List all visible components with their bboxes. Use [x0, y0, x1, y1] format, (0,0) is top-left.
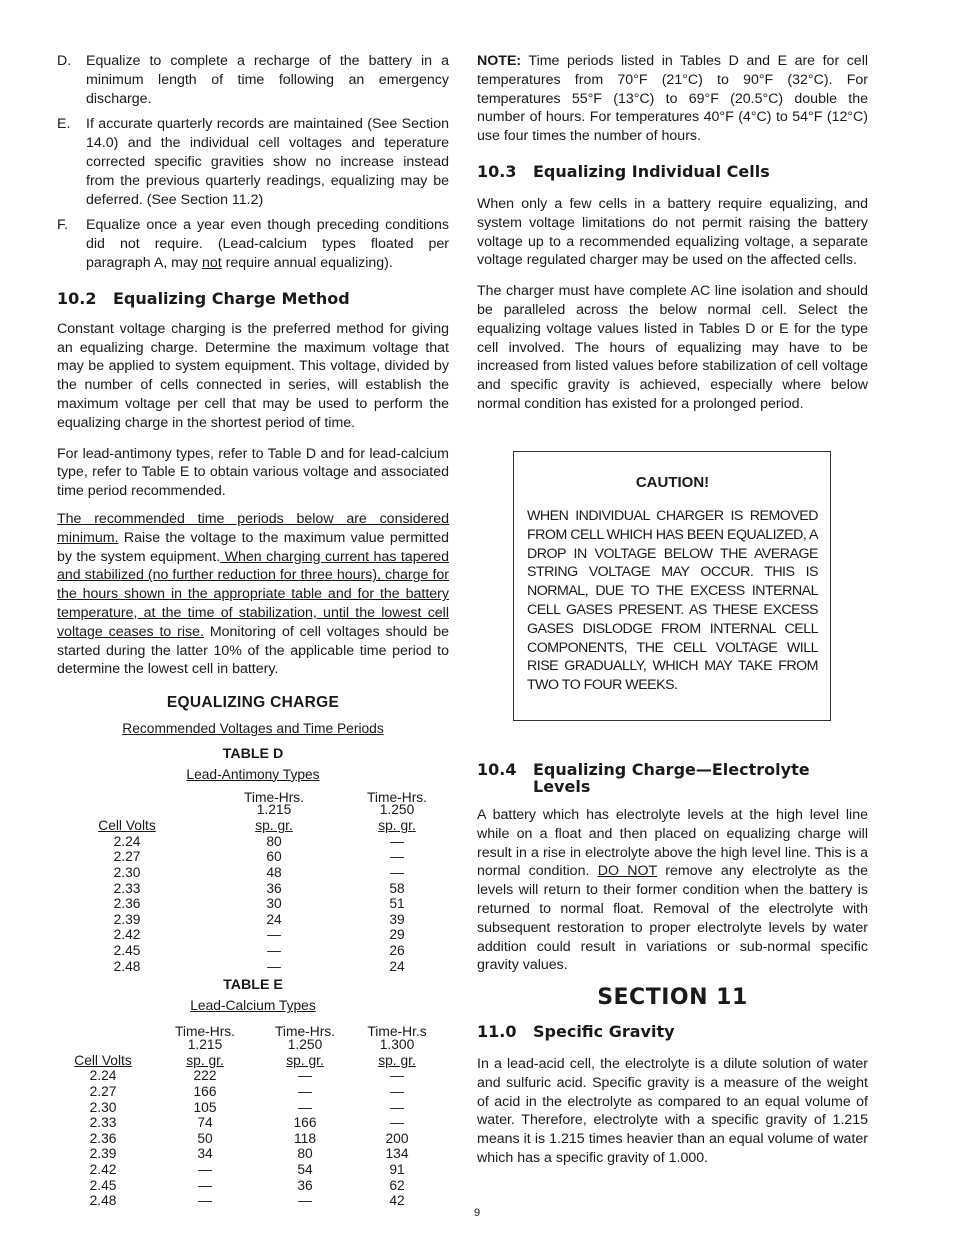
table-row	[57, 912, 449, 928]
paragraph-time-periods	[57, 510, 449, 679]
table-cell: 36	[266, 880, 282, 896]
table-cell: 42	[389, 1193, 405, 1209]
table-cell: 36	[297, 1177, 313, 1193]
col-header: Time-Hrs.	[243, 789, 305, 805]
col-header: Time-Hrs.	[274, 1024, 336, 1040]
table-cell: 74	[197, 1115, 213, 1131]
table-row	[57, 1178, 449, 1194]
caution-box	[513, 451, 831, 721]
table-d-subtitle: Lead-Antimony Types	[186, 766, 320, 782]
table-e-header-row-3	[57, 1053, 449, 1069]
table-cell: —	[390, 865, 404, 881]
table-cell: 2.45	[113, 943, 141, 959]
heading-number: 10.2	[57, 288, 97, 308]
table-row	[57, 1084, 449, 1100]
caution-body: WHEN INDIVIDUAL CHARGER IS REMOVED FROM CELL WHICH HAS BEEN EQUALIZED, A DROP IN VOLTAGE BELOW THE AVERAGE STRING VOLTAGE MAY OCCUR. THIS IS NORMAL, DUE TO THE EXCESS INTERNAL CELL GASES PRESENT. AS THESE EXCESS GASES DISLODGE FROM INTERNAL CELL COMPONENTS, THE CELL VOLTAGE WILL RISE GRADUALLY, WHICH MAY TAKE FROM TWO TO FOUR WEEKS.	[527, 508, 818, 694]
paragraph-lead-types: For lead-antimony types, refer to Table D and for lead-calcium type, refer to Table E to obtain various voltage and associated time period recommended.	[57, 445, 449, 500]
table-cell: 2.39	[113, 911, 141, 927]
table-cell: 26	[389, 943, 405, 959]
heading-title: Equalizing Individual Cells	[533, 161, 770, 181]
table-d	[57, 747, 449, 975]
table-cell: 2.30	[113, 865, 141, 881]
table-cell: 118	[294, 1130, 316, 1146]
table-cell: 166	[193, 1084, 217, 1100]
table-cell: 39	[389, 911, 405, 927]
heading-number: 10.4	[477, 760, 517, 779]
heading-10-4	[477, 761, 868, 795]
note-paragraph	[477, 52, 868, 146]
col-header: 1.300	[379, 1036, 415, 1052]
table-cell: —	[390, 1068, 404, 1084]
table-e-header-row-2	[57, 1037, 449, 1050]
col-header: sp. gr.	[378, 1052, 416, 1068]
paragraph-specific-gravity: In a lead-acid cell, the electrolyte is a dilute solution of water and sulfuric acid. Specific gravity is a measure of the weight of acid in the electrolyte as compared to an equal volume of water. Therefore, electrolyte with a specific gravity of 1.215 means it is 1.215 times heavier than an equal volume of water which has a specific gravity of 1.000.	[477, 1055, 868, 1166]
table-row	[57, 1146, 449, 1162]
right-column-lower	[477, 761, 868, 1177]
paragraph-individual-cells: When only a few cells in a battery require equalizing, and system voltage limitations do not permit raising the battery voltage up to a recommended equalizing voltage, a separate voltage regulated charger may be used on the affected cells.	[477, 195, 868, 269]
table-cell: 2.36	[89, 1130, 117, 1146]
table-cell: 24	[389, 958, 405, 974]
heading-title: Equalizing Charge Method	[113, 288, 350, 308]
table-cell: 2.36	[113, 896, 141, 912]
table-cell: 200	[385, 1130, 409, 1146]
table-row	[57, 865, 449, 881]
col-header: Time-Hr.s	[367, 1024, 427, 1040]
col-header: sp. gr.	[378, 818, 416, 834]
table-row	[57, 959, 449, 975]
table-cell: 30	[266, 896, 282, 912]
heading-10-2	[57, 289, 449, 308]
table-e-subtitle: Lead-Calcium Types	[190, 998, 316, 1014]
table-row	[57, 849, 449, 865]
col-header: 1.215	[256, 802, 292, 818]
right-column	[477, 52, 868, 423]
equalizing-charge-title: EQUALIZING CHARGE	[166, 694, 340, 712]
page-number: 9	[473, 1207, 481, 1219]
table-cell: 29	[389, 927, 405, 943]
col-header: Time-Hrs.	[366, 789, 428, 805]
table-cell: —	[298, 1084, 312, 1100]
table-row	[57, 1100, 449, 1116]
paragraph-electrolyte-levels	[477, 806, 868, 975]
col-header: sp. gr.	[286, 1052, 324, 1068]
table-cell: 54	[297, 1161, 313, 1177]
table-cell: 2.45	[89, 1177, 117, 1193]
left-column	[57, 52, 449, 1209]
table-cell: 80	[297, 1146, 313, 1162]
table-row	[57, 1131, 449, 1147]
table-e	[57, 978, 449, 1209]
table-cell: 60	[266, 849, 282, 865]
list-label: F.	[57, 217, 69, 234]
table-row	[57, 1068, 449, 1084]
table-cell: 62	[389, 1177, 405, 1193]
list-text: If accurate quarterly records are maintained (See Section 14.0) and the individual cell voltages and teperature corrected specific gravities show no increase instead from the previous quarterly readings, equalizing may be deferred. (See Section 11.2)	[86, 116, 449, 208]
table-row	[57, 881, 449, 897]
list-item-f	[57, 216, 449, 272]
list-label: E.	[57, 116, 71, 133]
paragraph-constant-voltage: Constant voltage charging is the preferred method for giving an equalizing charge. Determine the maximum voltage that may be applied to system equipment. This voltage, divided by the number of cells connected in series, will establish the maximum voltage per cell that may be used to perform the equalizing charge in the shortest period of time.	[57, 320, 449, 431]
table-cell: —	[198, 1193, 212, 1209]
col-header: 1.250	[287, 1036, 323, 1052]
table-row	[57, 896, 449, 912]
heading-title: Equalizing Charge—Electrolyte Levels	[533, 760, 810, 796]
table-cell: 50	[197, 1130, 213, 1146]
col-header-cell-volts: Cell Volts	[74, 1052, 132, 1068]
note-label: NOTE:	[477, 53, 522, 69]
table-d-title: TABLE D	[222, 745, 284, 762]
col-header: 1.250	[379, 802, 415, 818]
table-cell: 80	[266, 833, 282, 849]
table-cell: 51	[389, 896, 405, 912]
table-cell: —	[298, 1193, 312, 1209]
table-cell: —	[298, 1099, 312, 1115]
table-cell: 166	[293, 1115, 317, 1131]
table-cell: 2.42	[89, 1161, 117, 1177]
table-cell: 2.24	[89, 1068, 117, 1084]
table-d-header-row-3	[57, 818, 449, 834]
table-cell: 222	[193, 1068, 217, 1084]
underlined-text: When charging current has tapered and stabilized (no further reduction for three hours), charge for the hours shown in the appropriate table and for the battery temperature, at the time of stabilization, until the lowest cell voltage ceases to rise.	[57, 548, 449, 640]
list-text-part: require annual equalizing).	[221, 254, 393, 271]
list-text-part: Equalize once a year even though preceding conditions did not require. (Lead-calcium types floated per paragraph A, may	[86, 217, 449, 271]
table-cell: —	[267, 943, 281, 959]
table-cell: 2.33	[89, 1115, 117, 1131]
list-item-e	[57, 115, 449, 209]
table-e-body	[57, 1068, 449, 1208]
table-cell: —	[390, 833, 404, 849]
table-cell: —	[298, 1068, 312, 1084]
note-text: Time periods listed in Tables D and E are for cell temperatures from 70°F (21°C) to 90°F (32°C). For temperatures 55°F (13°C) to 69°F (20.5°C) double the number of hours. For temperatures 40°F (4°C) to 54°F (12°C) use four times the number of hours.	[477, 53, 868, 145]
table-cell: 2.48	[89, 1193, 117, 1209]
table-cell: 34	[197, 1146, 213, 1162]
text-part: remove any electrolyte as the levels will return to their former condition when the battery is returned to normal float. Removal of the electrolyte with subsequent restoration to proper electrolyte levels by water addition could result in variations or sub-normal specific gravity values.	[477, 863, 869, 974]
table-row	[57, 943, 449, 959]
table-cell: —	[390, 1084, 404, 1100]
table-cell: 2.24	[113, 833, 141, 849]
table-row	[57, 927, 449, 943]
list-text: Equalize to complete a recharge of the battery in a minimum length of time following an emergency discharge.	[86, 53, 449, 107]
caution-title: CAUTION!	[635, 474, 710, 491]
table-row	[57, 1115, 449, 1131]
table-d-header-row-2	[57, 802, 449, 818]
underlined-text: The recommended time periods below are considered minimum.	[57, 510, 449, 546]
table-cell: —	[267, 958, 281, 974]
col-header: Time-Hrs.	[174, 1024, 236, 1040]
table-cell: 48	[266, 865, 282, 881]
heading-10-3	[477, 162, 868, 181]
table-cell: 2.27	[89, 1084, 117, 1100]
list-item-d	[57, 52, 449, 108]
table-cell: 2.33	[113, 880, 141, 896]
table-d-body	[57, 834, 449, 974]
table-row	[57, 834, 449, 850]
heading-number: 10.3	[477, 161, 517, 181]
table-e-title: TABLE E	[223, 977, 283, 994]
col-header: sp. gr.	[186, 1052, 224, 1068]
col-header-cell-volts: Cell Volts	[98, 818, 156, 834]
list-label: D.	[57, 53, 72, 69]
table-cell: —	[390, 1115, 404, 1131]
table-cell: 2.27	[113, 849, 141, 865]
table-cell: —	[390, 849, 404, 865]
col-header: sp. gr.	[255, 818, 293, 834]
table-cell: 2.30	[89, 1099, 117, 1115]
heading-title: Specific Gravity	[533, 1021, 675, 1041]
table-cell: 105	[193, 1099, 217, 1115]
table-cell: 58	[389, 880, 405, 896]
table-cell: —	[198, 1161, 212, 1177]
table-cell: 2.48	[113, 958, 141, 974]
table-cell: 24	[266, 911, 282, 927]
table-cell: 2.39	[89, 1146, 117, 1162]
list-text	[86, 216, 449, 272]
table-cell: —	[390, 1099, 404, 1115]
table-cell: 2.42	[113, 927, 141, 943]
text-part: Monitoring of cell voltages should be started during the latter 10% of the applicable time period to determine the lowest cell in battery.	[57, 623, 449, 678]
table-cell: —	[267, 927, 281, 943]
list-text-not: not	[201, 254, 222, 271]
col-header: 1.215	[187, 1036, 223, 1052]
table-cell: —	[198, 1177, 212, 1193]
heading-11-0	[477, 1022, 868, 1041]
table-cell: 134	[385, 1146, 409, 1162]
text-part: Raise the voltage to the maximum value permitted by the system equipment.	[57, 529, 449, 565]
paragraph-charger: The charger must have complete AC line isolation and should be paralleled across the below normal cell. Select the equalizing voltage values listed in Tables D or E for the type cell involved. The hours of equalizing may have to be increased from listed values before stabilization of cell voltage and specific gravity is achieved, especially where below normal condition has existed for a prolonged period.	[477, 283, 868, 412]
equalizing-charge-subtitle: Recommended Voltages and Time Periods	[122, 720, 384, 736]
do-not-text: DO NOT	[597, 863, 657, 880]
text-part: A battery which has electrolyte levels at the high level line while on a float and then placed on equalizing charge will result in a rise in electrolyte above the high level line. This is a normal condition.	[477, 807, 868, 880]
heading-number: 11.0	[477, 1021, 517, 1041]
section-title: SECTION 11	[597, 985, 748, 1011]
table-cell: 91	[389, 1161, 405, 1177]
table-row	[57, 1162, 449, 1178]
